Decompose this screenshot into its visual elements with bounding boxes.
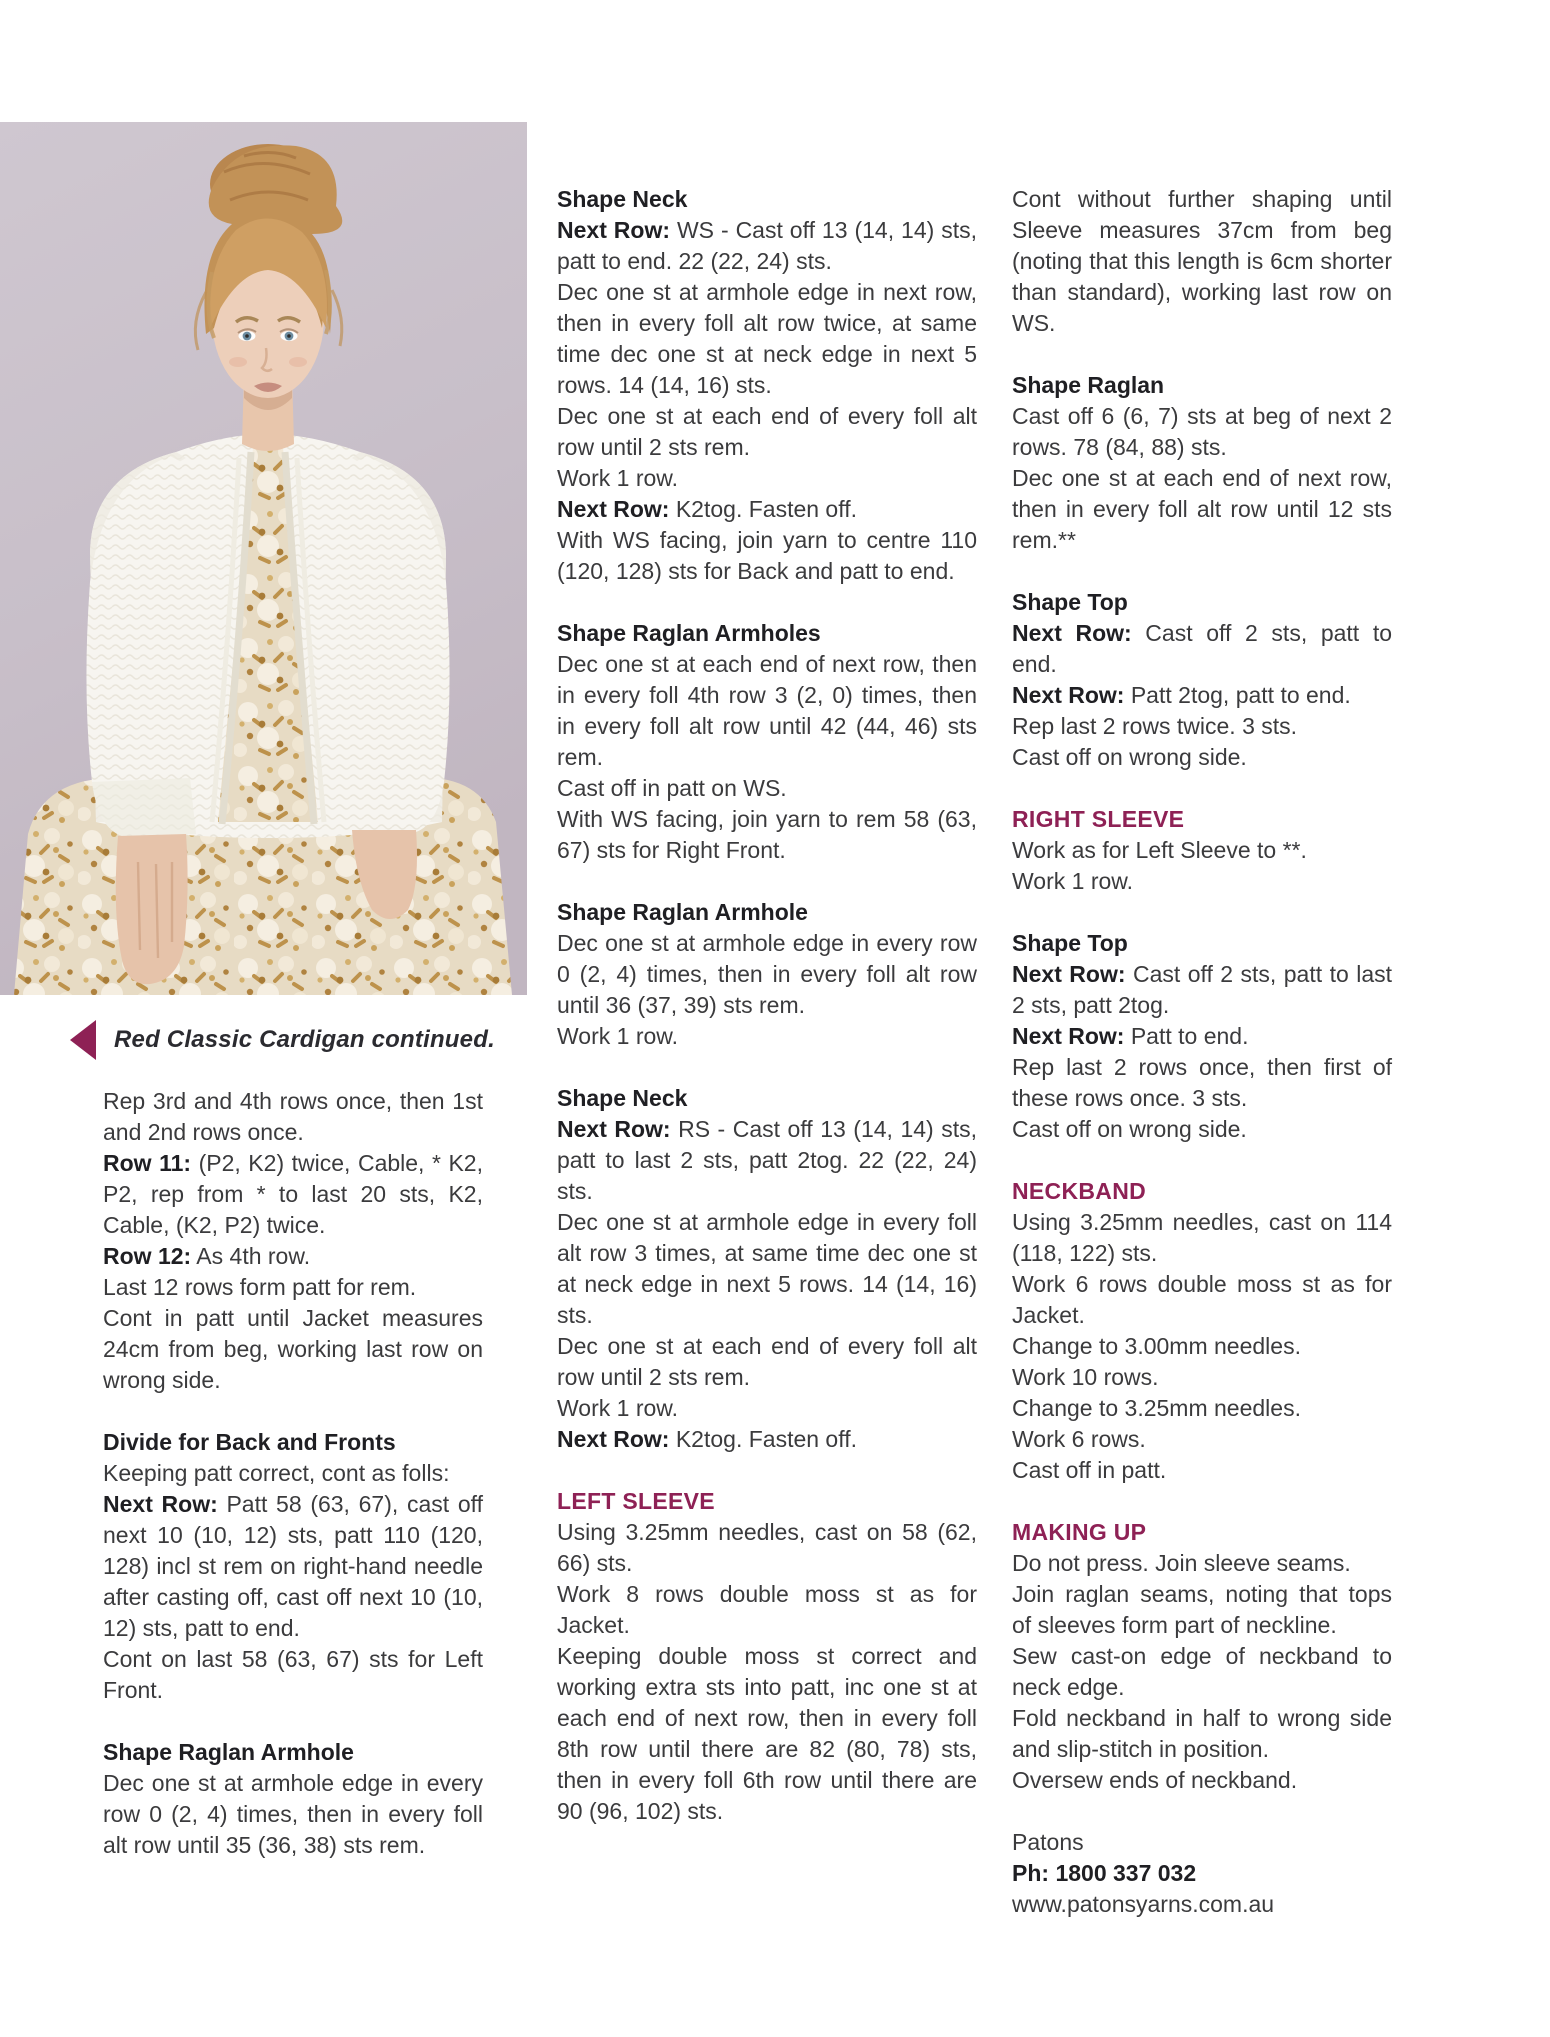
instruction-line: Fold neckband in half to wrong side and slip-stitch in position. bbox=[1012, 1705, 1392, 1762]
instruction-line: Cast off in patt. bbox=[1012, 1457, 1167, 1483]
instruction-line: Next Row: K2tog. Fasten off. bbox=[557, 1426, 857, 1452]
instruction-line: Work 10 rows. bbox=[1012, 1364, 1159, 1390]
instruction-line: Next Row: Patt 2tog, patt to end. bbox=[1012, 682, 1351, 708]
instruction-line: Dec one st at each end of next row, then in every foll 4th row 3 (2, 0) times, then in every foll alt row until 42 (44, 46) sts rem. bbox=[557, 651, 977, 770]
instruction-line: Dec one st at armhole edge in every row 0 (2, 4) times, then in every foll alt row until 36 (37, 39) sts rem. bbox=[557, 930, 977, 1018]
instruction-line: Work 6 rows. bbox=[1012, 1426, 1146, 1452]
instruction-line: Sew cast-on edge of neckband to neck edge. bbox=[1012, 1643, 1392, 1700]
pattern-section bbox=[1012, 370, 1392, 556]
instruction-line: Cont without further shaping until Sleeve measures 37cm from beg (noting that this length is 6cm shorter than standard), working last row on WS. bbox=[1012, 186, 1392, 336]
pattern-section bbox=[103, 1427, 483, 1706]
section-heading: RIGHT SLEEVE bbox=[1012, 806, 1185, 832]
column-left bbox=[103, 1086, 483, 1861]
section-heading: Shape Raglan Armhole bbox=[557, 899, 808, 925]
section-heading: NECKBAND bbox=[1012, 1178, 1147, 1204]
instruction-line: Next Row: Patt to end. bbox=[1012, 1023, 1249, 1049]
instruction-line: Next Row: RS - Cast off 13 (14, 14) sts, patt to last 2 sts, patt 2tog. 22 (22, 24) sts. bbox=[557, 1116, 977, 1204]
instruction-line: www.patonsyarns.com.au bbox=[1012, 1891, 1275, 1917]
instruction-line: Work 1 row. bbox=[1012, 868, 1133, 894]
instruction-line: Row 12: As 4th row. bbox=[103, 1243, 311, 1269]
instruction-line: Change to 3.25mm needles. bbox=[1012, 1395, 1301, 1421]
pattern-section bbox=[1012, 804, 1392, 897]
section-heading: Shape Top bbox=[1012, 930, 1128, 956]
instruction-line: Work 1 row. bbox=[557, 465, 678, 491]
instruction-line: Rep last 2 rows twice. 3 sts. bbox=[1012, 713, 1298, 739]
section-heading: Shape Neck bbox=[557, 1085, 688, 1111]
section-heading: Shape Top bbox=[1012, 589, 1128, 615]
instruction-line: Cont on last 58 (63, 67) sts for Left Front. bbox=[103, 1646, 483, 1703]
pattern-section bbox=[1012, 184, 1392, 339]
instruction-line: Using 3.25mm needles, cast on 114 (118, 122) sts. bbox=[1012, 1209, 1392, 1266]
instruction-line: Ph: 1800 337 032 bbox=[1012, 1860, 1197, 1886]
pattern-section bbox=[557, 1083, 977, 1455]
instruction-line: Next Row: Cast off 2 sts, patt to last 2 sts, patt 2tog. bbox=[1012, 961, 1392, 1018]
instruction-line: Do not press. Join sleeve seams. bbox=[1012, 1550, 1351, 1576]
instruction-line: Work 1 row. bbox=[557, 1395, 678, 1421]
section-heading: Shape Neck bbox=[557, 186, 688, 212]
prev-page-arrow-icon bbox=[70, 1020, 96, 1060]
pattern-section bbox=[1012, 1517, 1392, 1796]
instruction-line: Cont in patt until Jacket measures 24cm from beg, working last row on wrong side. bbox=[103, 1305, 483, 1393]
instruction-line: Keeping double moss st correct and working extra sts into patt, inc one st at each end of next row, then in every foll 8th row until there are 82 (80, 78) sts, then in every foll 6th row until there are 90 (96, 102) sts. bbox=[557, 1643, 977, 1824]
instruction-line: Last 12 rows form patt for rem. bbox=[103, 1274, 417, 1300]
instruction-line: Next Row: K2tog. Fasten off. bbox=[557, 496, 857, 522]
instruction-line: Work as for Left Sleeve to **. bbox=[1012, 837, 1307, 863]
pattern-section bbox=[1012, 587, 1392, 773]
model-hand bbox=[116, 834, 188, 984]
caption bbox=[70, 1020, 495, 1060]
section-heading: Shape Raglan Armholes bbox=[557, 620, 821, 646]
instruction-line: Oversew ends of neckband. bbox=[1012, 1767, 1298, 1793]
instruction-line: Cast off in patt on WS. bbox=[557, 775, 787, 801]
caption-text: Red Classic Cardigan continued. bbox=[114, 1026, 495, 1053]
pattern-section bbox=[103, 1737, 483, 1861]
section-heading: MAKING UP bbox=[1012, 1519, 1147, 1545]
instruction-line: Next Row: WS - Cast off 13 (14, 14) sts, patt to end. 22 (22, 24) sts. bbox=[557, 217, 978, 274]
instruction-line: Change to 3.00mm needles. bbox=[1012, 1333, 1301, 1359]
section-heading: LEFT SLEEVE bbox=[557, 1488, 715, 1514]
column-middle bbox=[557, 184, 977, 1827]
pattern-section bbox=[103, 1086, 483, 1396]
section-heading: Shape Raglan Armhole bbox=[103, 1739, 354, 1765]
instruction-line: Work 1 row. bbox=[557, 1023, 678, 1049]
instruction-line: Work 8 rows double moss st as for Jacket. bbox=[557, 1581, 977, 1638]
pattern-section bbox=[557, 618, 977, 866]
instruction-line: Dec one st at armhole edge in next row, then in every foll alt row twice, at same time dec one st at neck edge in next 5 rows. 14 (14, 16) sts. bbox=[557, 279, 977, 398]
instruction-line: Cast off 6 (6, 7) sts at beg of next 2 rows. 78 (84, 88) sts. bbox=[1012, 403, 1392, 460]
model-photo bbox=[0, 122, 527, 995]
instruction-line: Rep 3rd and 4th rows once, then 1st and 2nd rows once. bbox=[103, 1088, 483, 1145]
instruction-line: Work 6 rows double moss st as for Jacket. bbox=[1012, 1271, 1392, 1328]
instruction-line: Dec one st at each end of every foll alt row until 2 sts rem. bbox=[557, 403, 977, 460]
instruction-line: Dec one st at armhole edge in every foll alt row 3 times, at same time dec one st at neck edge in next 5 rows. 14 (14, 16) sts. bbox=[557, 1209, 977, 1328]
instruction-line: Join raglan seams, noting that tops of sleeves form part of neckline. bbox=[1012, 1581, 1392, 1638]
section-heading: Shape Raglan bbox=[1012, 372, 1165, 398]
instruction-line: Next Row: Patt 58 (63, 67), cast off next 10 (10, 12) sts, patt 110 (120, 128) incl st rem on right-hand needle after casting off, cast off next 10 (10, 12) sts, patt to end. bbox=[103, 1491, 483, 1641]
instruction-line: Dec one st at each end of every foll alt row until 2 sts rem. bbox=[557, 1333, 977, 1390]
pattern-section bbox=[1012, 1176, 1392, 1486]
instruction-line: Using 3.25mm needles, cast on 58 (62, 66) sts. bbox=[557, 1519, 977, 1576]
instruction-line: With WS facing, join yarn to centre 110 (120, 128) sts for Back and patt to end. bbox=[557, 527, 977, 584]
pattern-section bbox=[1012, 928, 1392, 1145]
instruction-line: Dec one st at armhole edge in every row 0 (2, 4) times, then in every foll alt row until 35 (36, 38) sts rem. bbox=[103, 1770, 483, 1858]
pattern-section bbox=[557, 1486, 977, 1827]
instruction-line: Cast off on wrong side. bbox=[1012, 1116, 1247, 1142]
pattern-section bbox=[1012, 1827, 1392, 1920]
section-heading: Divide for Back and Fronts bbox=[103, 1429, 396, 1455]
instruction-line: Dec one st at each end of next row, then in every foll alt row until 12 sts rem.** bbox=[1012, 465, 1392, 553]
instruction-line: Patons bbox=[1012, 1829, 1084, 1855]
pattern-section bbox=[557, 184, 977, 587]
instruction-line: Rep last 2 rows once, then first of these rows once. 3 sts. bbox=[1012, 1054, 1392, 1111]
pattern-section bbox=[557, 897, 977, 1052]
instruction-line: Cast off on wrong side. bbox=[1012, 744, 1247, 770]
instruction-line: With WS facing, join yarn to rem 58 (63, 67) sts for Right Front. bbox=[557, 806, 977, 863]
column-right bbox=[1012, 184, 1392, 1920]
instruction-line: Row 11: (P2, K2) twice, Cable, * K2, P2, rep from * to last 20 sts, K2, Cable, (K2, P2) twice. bbox=[103, 1150, 483, 1238]
instruction-line: Keeping patt correct, cont as folls: bbox=[103, 1460, 450, 1486]
model-photo-illustration bbox=[0, 122, 527, 995]
instruction-line: Next Row: Cast off 2 sts, patt to end. bbox=[1012, 620, 1392, 677]
